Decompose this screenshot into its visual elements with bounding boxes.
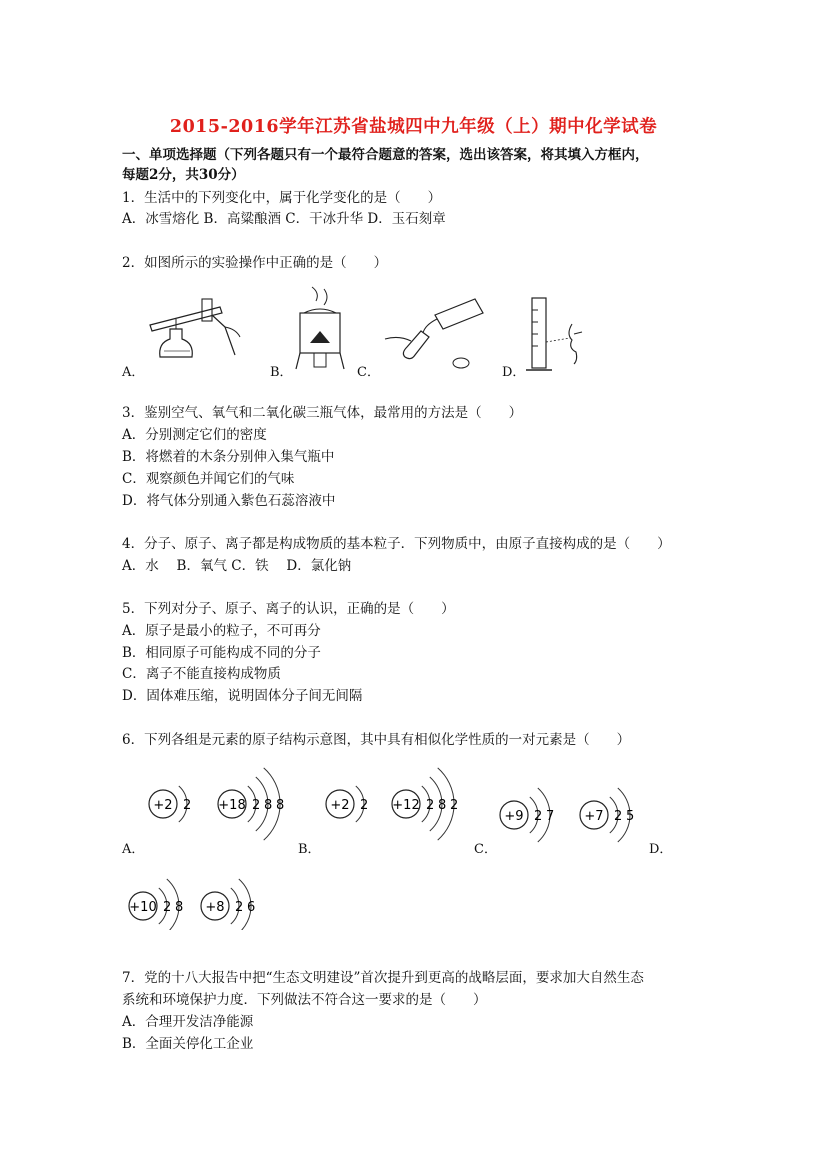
q5-option-c: C．离子不能直接构成物质 (122, 666, 281, 682)
electron-count: 2 (614, 809, 623, 824)
lab-figure-d-cylinder-reading (520, 290, 595, 376)
atom-diagram (580, 788, 634, 842)
nucleus-charge: +10 (129, 900, 157, 915)
q7-stem-line1: 7．党的十八大报告中把“生态文明建设”首次提升到更高的战略层面，要求加大自然生态 (122, 970, 644, 986)
lab-figure-a-gas-generation (140, 285, 250, 375)
q7-option-b: B．全面关停化工企业 (122, 1036, 254, 1052)
page-title: 2015-2016学年江苏省盐城四中九年级（上）期中化学试卷 (169, 117, 658, 137)
q5-option-b: B．相同原子可能构成不同的分子 (122, 645, 321, 661)
section-heading: 一、单项选择题（下列各题只有一个最符合题意的答案，选出该答案，将其填入方框内， (122, 147, 649, 163)
nucleus-charge: +18 (218, 798, 246, 813)
q2-label-b: B． (270, 365, 293, 380)
nucleus-charge: +2 (153, 798, 173, 813)
atom-diagram (326, 786, 368, 822)
q4-options: A．水 B．氧气 C．铁 D．氯化钠 (122, 558, 352, 574)
q3-option-c: C．观察颜色并闻它们的气味 (122, 471, 295, 487)
electron-count: 2 (426, 798, 435, 813)
electron-count: 5 (626, 809, 635, 824)
q5-option-a: A．原子是最小的粒子，不可再分 (122, 623, 321, 639)
q6-label-d: D． (649, 842, 673, 857)
atom-diagram (149, 786, 191, 822)
q3-option-d: D．将气体分别通入紫色石蕊溶液中 (122, 493, 336, 509)
atom-diagram (218, 768, 284, 840)
q7-stem-line2: 系统和环境保护力度．下列做法不符合这一要求的是（ ） (122, 992, 487, 1008)
atom-diagram (500, 788, 554, 842)
q2-label-c: C． (357, 365, 380, 380)
electron-count: 6 (247, 900, 256, 915)
nucleus-charge: +12 (392, 798, 420, 813)
q2-stem: 2．如图所示的实验操作中正确的是（ ） (122, 255, 388, 271)
q6-label-a: A． (122, 842, 145, 857)
electron-count: 8 (264, 798, 273, 813)
q3-option-a: A．分别测定它们的密度 (122, 427, 267, 443)
electron-count: 8 (175, 900, 184, 915)
electron-count: 2 (534, 809, 543, 824)
q3-option-b: B．将燃着的木条分别伸入集气瓶中 (122, 449, 335, 465)
q1-stem: 1．生活中的下列变化中，属于化学变化的是（ ） (122, 190, 442, 206)
lab-figure-c-pouring (375, 285, 495, 373)
section-heading-cont: 每题2分，共30分） (122, 167, 245, 183)
atom-diagram (201, 879, 255, 930)
nucleus-charge: +9 (504, 809, 524, 824)
q7-option-a: A．合理开发洁净能源 (122, 1014, 254, 1030)
q6-label-b: B． (298, 842, 321, 857)
q2-label-a: A． (122, 365, 145, 380)
q6-label-c: C． (474, 842, 497, 857)
q5-stem: 5．下列对分子、原子、离子的认识，正确的是（ ） (122, 601, 455, 617)
q3-stem: 3．鉴别空气、氧气和二氧化碳三瓶气体，最常用的方法是（ ） (122, 405, 523, 421)
atom-diagram (129, 879, 183, 930)
electron-count: 8 (438, 798, 447, 813)
electron-count: 2 (450, 798, 459, 813)
q2-label-d: D． (502, 365, 526, 380)
electron-count: 2 (183, 798, 192, 813)
nucleus-charge: +8 (205, 900, 225, 915)
q5-option-d: D．固体难压缩，说明固体分子间无间隔 (122, 688, 363, 704)
electron-count: 2 (163, 900, 172, 915)
q1-options: A．冰雪熔化 B．高粱酿酒 C．干冰升华 D．玉石刻章 (122, 211, 446, 227)
atom-diagram (392, 768, 458, 840)
electron-count: 2 (252, 798, 261, 813)
electron-count: 2 (235, 900, 244, 915)
electron-count: 8 (276, 798, 285, 813)
q6-stem: 6．下列各组是元素的原子结构示意图，其中具有相似化学性质的一对元素是（ ） (122, 732, 631, 748)
electron-count: 2 (360, 798, 369, 813)
q4-stem: 4．分子、原子、离子都是构成物质的基本粒子．下列物质中，由原子直接构成的是（ ） (122, 536, 671, 552)
lab-figure-b-heating (290, 283, 350, 375)
nucleus-charge: +7 (584, 809, 604, 824)
electron-count: 7 (546, 809, 555, 824)
nucleus-charge: +2 (330, 798, 350, 813)
atom-structure-diagrams (0, 760, 827, 930)
